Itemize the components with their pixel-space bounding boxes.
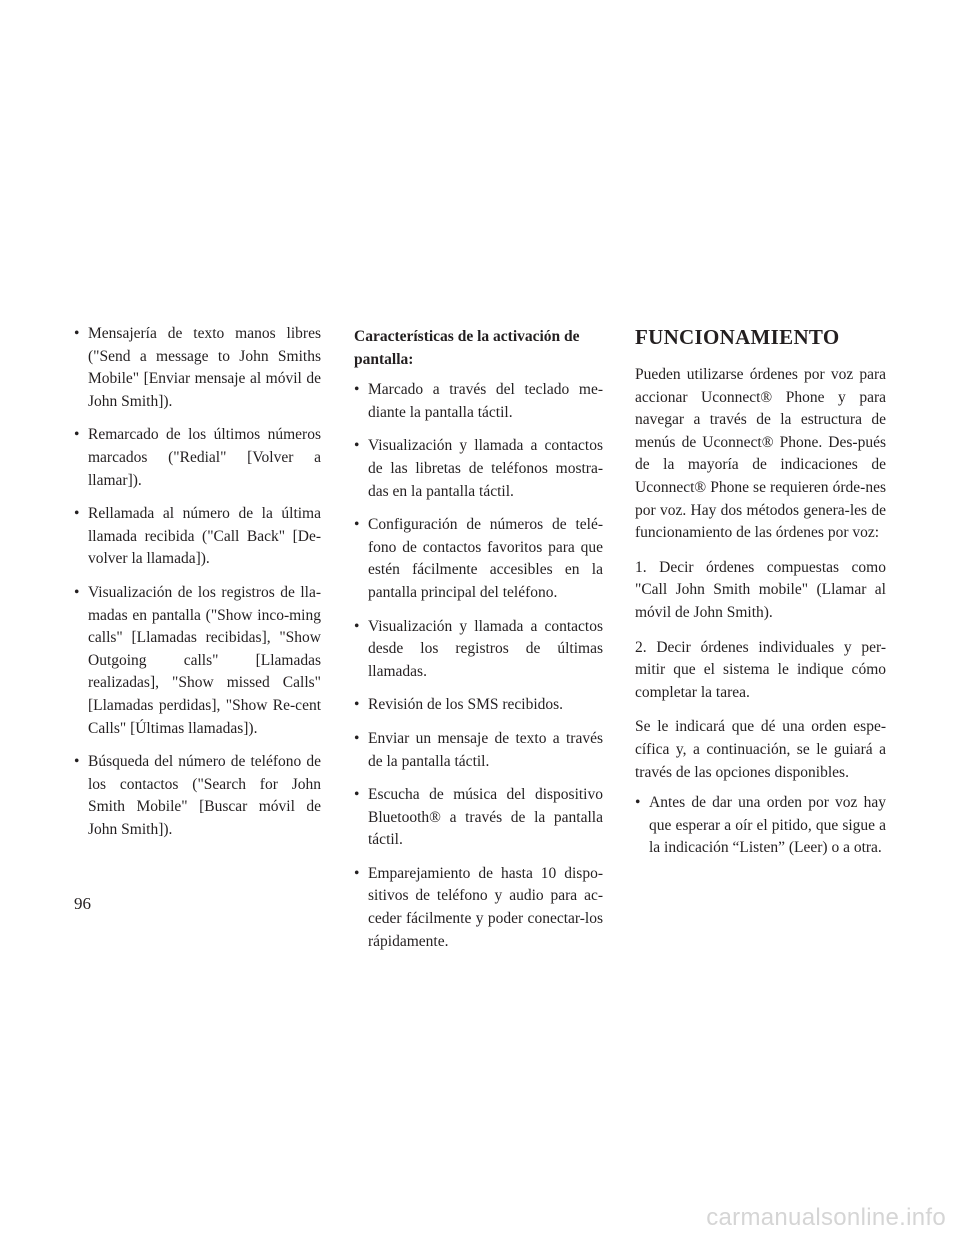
- bullet-icon: •: [354, 437, 360, 455]
- column-1: [74, 323, 321, 852]
- list-item: • Búsqueda del número de teléfono de los contactos ("Search for John Smith Mobile" [Buscar móvil de John Smith]).: [74, 753, 321, 838]
- bullet-icon: •: [635, 794, 641, 812]
- bullet-icon: •: [74, 583, 80, 601]
- bullet-icon: •: [74, 426, 80, 444]
- bullet-icon: •: [74, 505, 80, 523]
- list-item: • Mensajería de texto manos libres ("Send a message to John Smiths Mobile" [Enviar mensaje al móvil de John Smith]).: [74, 325, 321, 410]
- paragraph: Pueden utilizarse órdenes por voz para accionar Uconnect® Phone y para navegar a través de la estructura de menús de Uconnect® Phone. Des-pués de la mayoría de indicaciones de Uconnect® Phone se requieren órde-nes por voz. Hay dos métodos genera-les de funcionamiento de las órdenes por voz:: [635, 366, 886, 542]
- screen-feature-list: [354, 379, 603, 953]
- list-item: • Enviar un mensaje de texto a través de la pantalla táctil.: [354, 729, 603, 770]
- bullet-icon: •: [74, 753, 80, 771]
- bullet-icon: •: [354, 381, 360, 399]
- list-item: • Visualización y llamada a contactos desde los registros de últimas llamadas.: [354, 617, 603, 680]
- list-item: • Escucha de música del dispositivo Bluetooth® a través de la pantalla táctil.: [354, 786, 603, 849]
- list-item: • Emparejamiento de hasta 10 dispo-sitivos de teléfono y audio para ac-ceder fácilmente y poder conectar-los rápidamente.: [354, 864, 603, 950]
- bullet-icon: •: [354, 864, 360, 882]
- page-number: 96: [74, 894, 91, 913]
- paragraph: 2. Decir órdenes individuales y per-mitir que el sistema le indique cómo completar la tarea.: [635, 638, 886, 701]
- watermark: carmanualsonline.info: [706, 1204, 946, 1231]
- column-3: [635, 323, 886, 871]
- bullet-icon: •: [74, 325, 80, 342]
- bullet-icon: •: [354, 696, 360, 714]
- paragraph: 1. Decir órdenes compuestas como "Call John Smith mobile" (Llamar al móvil de John Smith).: [635, 558, 886, 621]
- screen-features-subheading: Características de la activación de pantalla:: [354, 328, 580, 368]
- list-item: • Revisión de los SMS recibidos.: [354, 694, 603, 717]
- list-item: • Antes de dar una orden por voz hay que esperar a oír el pitido, que sigue a la indicación “Listen” (Leer) o a otra.: [635, 794, 886, 857]
- section-heading: FUNCIONAMIENTO: [635, 325, 840, 349]
- instruction-list: [635, 792, 886, 860]
- list-item: • Visualización y llamada a contactos de las libretas de teléfonos mostra-das en la pantalla táctil.: [354, 437, 603, 500]
- bullet-icon: •: [354, 516, 360, 534]
- list-item: • Configuración de números de telé-fono de contactos favoritos para que estén fácilmente accesibles en la pantalla principal del teléfono.: [354, 516, 603, 601]
- paragraph: Se le indicará que dé una orden espe-cífica y, a continuación, se le guiará a través de las opciones disponibles.: [635, 718, 886, 781]
- list-item: • Marcado a través del teclado me-diante la pantalla táctil.: [354, 381, 603, 421]
- list-item: • Rellamada al número de la última llamada recibida ("Call Back" [De-volver la llamada]).: [74, 505, 321, 568]
- column-2: [354, 323, 603, 964]
- list-item: • Remarcado de los últimos números marcados ("Redial" [Volver a llamar]).: [74, 426, 321, 489]
- feature-list: [74, 323, 321, 841]
- list-item: • Visualización de los registros de lla-madas en pantalla ("Show inco-ming calls" [Llamadas recibidas], "Show Outgoing calls" [Llamadas realizadas], "Show missed Calls" [Llamadas perdidas], "Show Re-cent Calls" [Últimas llamadas]).: [74, 583, 321, 737]
- bullet-icon: •: [354, 617, 360, 635]
- bullet-icon: •: [354, 729, 360, 747]
- bullet-icon: •: [354, 786, 360, 804]
